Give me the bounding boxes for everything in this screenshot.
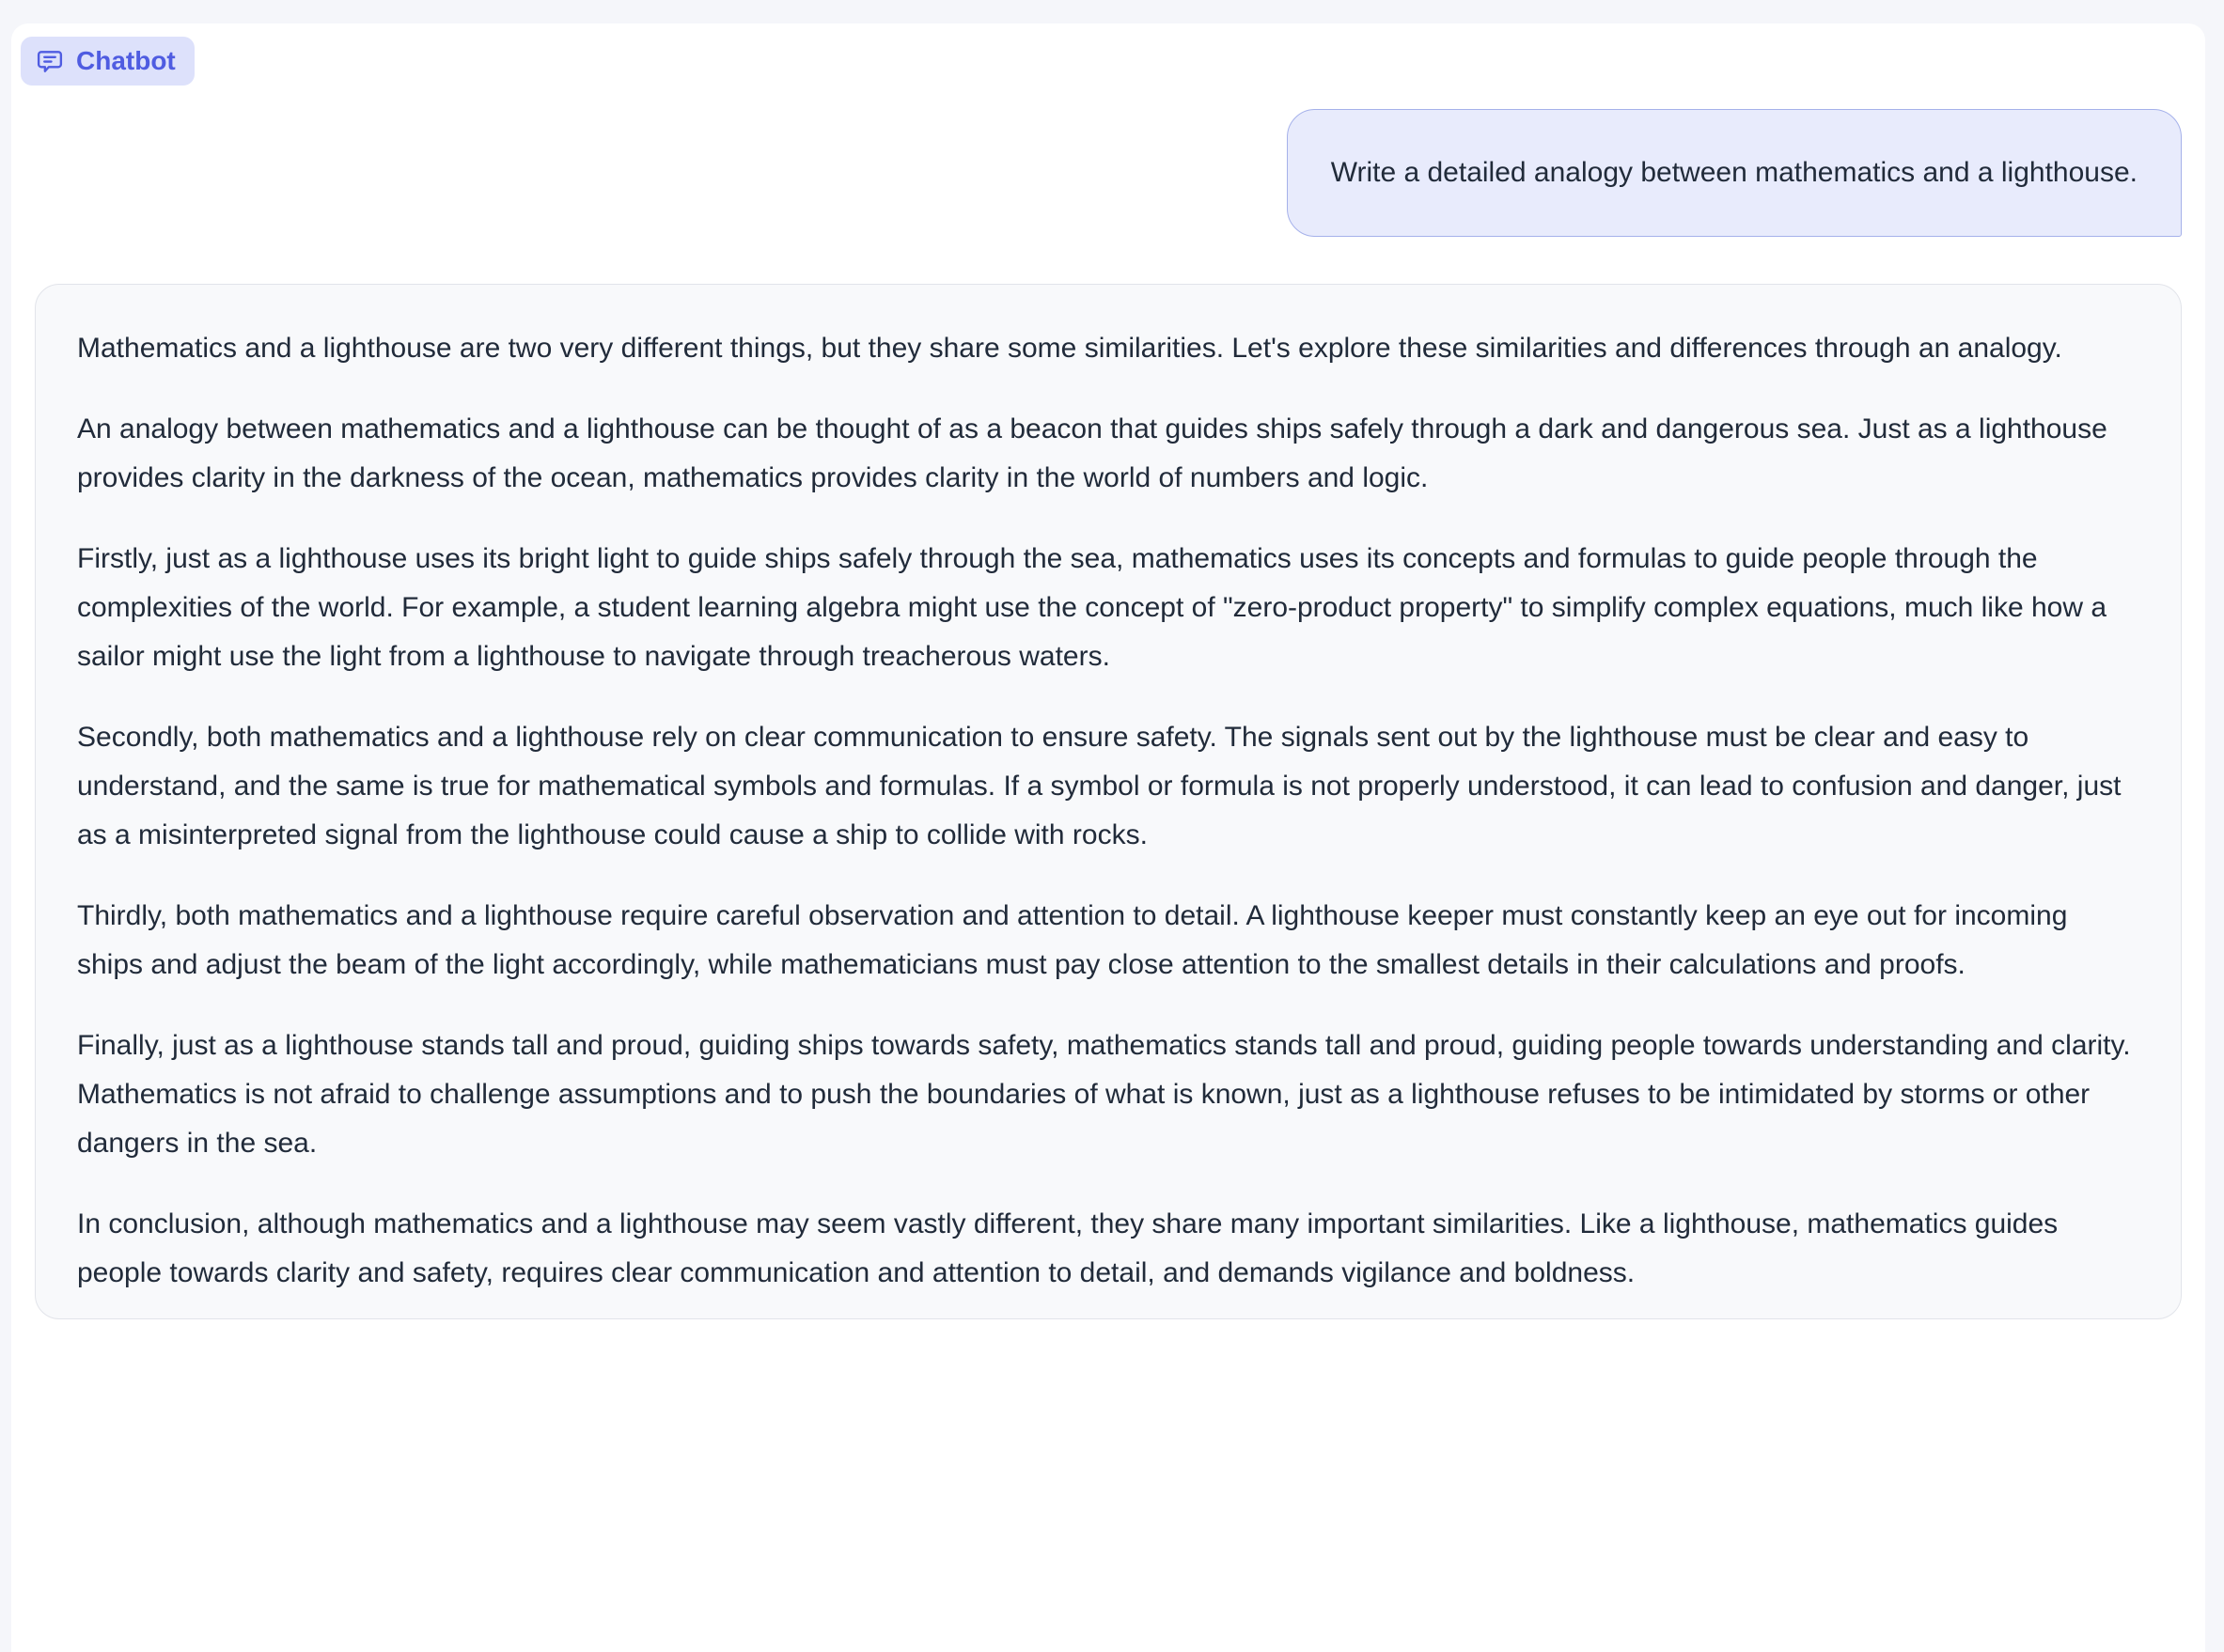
bot-message-bubble	[35, 284, 2182, 1319]
bot-paragraph: An analogy between mathematics and a lighthouse can be thought of as a beacon that guides ships safely through a dark and dangerous sea. Just as a lighthouse provides clarity in the darkness of the ocean, mathematics provides clarity in the world of numbers and logic.	[77, 413, 2107, 493]
bot-paragraph: Secondly, both mathematics and a lighthouse rely on clear communication to ensure safety. The signals sent out by the lighthouse must be clear and easy to understand, and the same is true for mathematical symbols and formulas. If a symbol or formula is not properly understood, it can lead to confusion and danger, just as a misinterpreted signal from the lighthouse could cause a ship to collide with rocks.	[77, 722, 2122, 850]
bot-paragraph: Finally, just as a lighthouse stands tall and proud, guiding ships towards safety, mathematics stands tall and proud, guiding people towards understanding and clarity. Mathematics is not afraid to challenge assumptions and to push the boundaries of what is known, just as a lighthouse refuses to be intimidated by storms or other dangers in the sea.	[77, 1030, 2131, 1159]
bot-paragraph: Thirdly, both mathematics and a lighthouse require careful observation and attention to detail. A lighthouse keeper must constantly keep an eye out for incoming ships and adjust the beam of the light accordingly, while mathematicians must pay close attention to the smallest details in their calculations and proofs.	[77, 900, 2068, 980]
user-message-bubble: Write a detailed analogy between mathematics and a lighthouse.	[1287, 109, 2182, 237]
chat-bubble-icon	[36, 47, 64, 75]
app-panel	[11, 23, 2205, 1652]
bot-paragraph: In conclusion, although mathematics and a lighthouse may seem vastly different, they share many important similarities. Like a lighthouse, mathematics guides people towards clarity and safety, requires clear communication and attention to detail, and demands vigilance and boldness.	[77, 1208, 2059, 1288]
bot-paragraph: Firstly, just as a lighthouse uses its bright light to guide ships safely through the sea, mathematics uses its concepts and formulas to guide people through the complexities of the world. For example, a student learning algebra might use the concept of "zero-product property" to simplify complex equations, much like how a sailor might use the light from a lighthouse to navigate through treacherous waters.	[77, 543, 2107, 672]
chatbot-label-badge	[21, 37, 195, 86]
bot-paragraph: Mathematics and a lighthouse are two very different things, but they share some similarities. Let's explore these similarities and differences through an analogy.	[77, 333, 2062, 364]
chat-transcript[interactable]	[35, 109, 2182, 1319]
user-message-row	[35, 109, 2182, 237]
chatbot-label-text: Chatbot	[76, 46, 176, 75]
